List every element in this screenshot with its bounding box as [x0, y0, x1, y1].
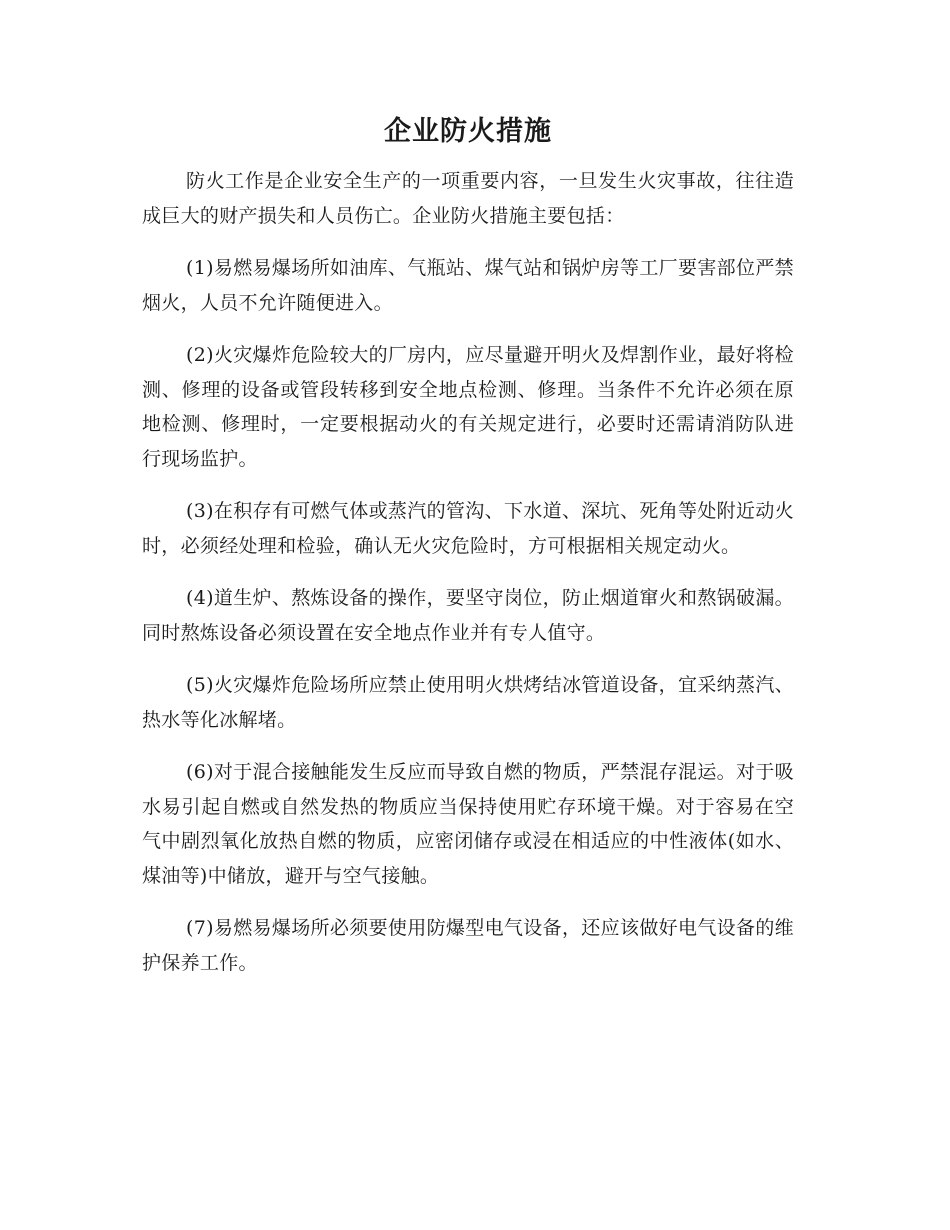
measure-item-7: (7)易燃易爆场所必须要使用防爆型电气设备，还应该做好电气设备的维护保养工作。 — [142, 917, 794, 974]
intro-paragraph: 防火工作是企业安全生产的一项重要内容，一旦发生火灾事故，往往造成巨大的财产损失和人员伤亡。企业防火措施主要包括： — [142, 170, 794, 227]
document-title: 企业防火措施 — [384, 116, 552, 147]
measure-item-2: (2)火灾爆炸危险较大的厂房内，应尽量避开明火及焊割作业，最好将检测、修理的设备或管段转移到安全地点检测、修理。当条件不允许必须在原地检测、修理时，一定要根据动火的有关规定进行，必要时还需请消防队进行现场监护。 — [142, 344, 794, 470]
measure-item-3: (3)在积存有可燃气体或蒸汽的管沟、下水道、深坑、死角等处附近动火时，必须经处理和检验，确认无火灾危险时，方可根据相关规定动火。 — [142, 500, 794, 557]
measure-item-6: (6)对于混合接触能发生反应而导致自燃的物质，严禁混存混运。对于吸水易引起自燃或自然发热的物质应当保持使用贮存环境干燥。对于容易在空气中剧烈氧化放热自燃的物质，应密闭储存或浸在相适应的中性液体(如水、煤油等)中储放，避开与空气接触。 — [142, 761, 794, 887]
document-page — [142, 112, 794, 998]
measure-item-5: (5)火灾爆炸危险场所应禁止使用明火烘烤结冰管道设备，宜采纳蒸汽、热水等化冰解堵。 — [142, 674, 794, 731]
measure-item-1: (1)易燃易爆场所如油库、气瓶站、煤气站和锅炉房等工厂要害部位严禁烟火，人员不允许随便进入。 — [142, 257, 794, 314]
measure-item-4: (4)道生炉、熬炼设备的操作，要坚守岗位，防止烟道窜火和熬锅破漏。同时熬炼设备必须设置在安全地点作业并有专人值守。 — [142, 587, 794, 644]
